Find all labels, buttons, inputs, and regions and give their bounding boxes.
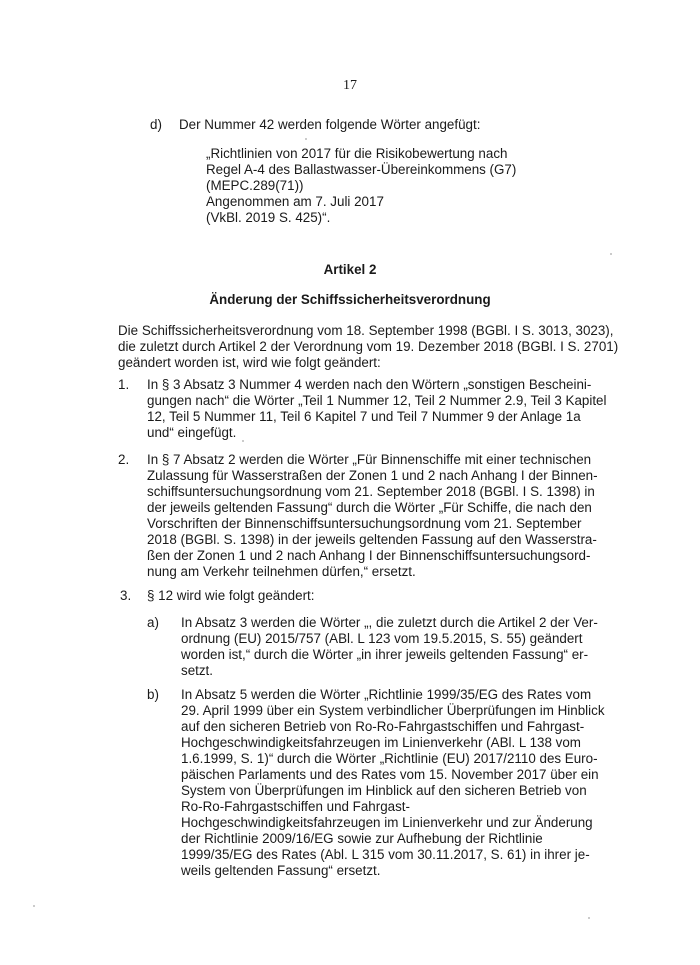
- item-line: der jeweils geltenden Fassung“ durch die Wörter „Für Schiffe, die nach den: [147, 500, 592, 515]
- scan-speck: [610, 253, 612, 255]
- subitem-line: ordnung (EU) 2015/757 (ABl. L 123 vom 19.5.2015, S. 55) geändert: [181, 631, 583, 646]
- intro-line: geändert worden ist, wird wie folgt geändert:: [118, 355, 381, 370]
- item-3-text: § 12 wird wie folgt geändert:: [147, 588, 315, 603]
- subitem-line: System von Überprüfungen im Hinblick auf den sicheren Betrieb von: [181, 783, 587, 798]
- scan-speck: [588, 917, 590, 919]
- quote-line: (MEPC.289(71)): [206, 178, 304, 193]
- subitem-line: 29. April 1999 über ein System verbindlicher Überprüfungen im Hinblick: [181, 703, 605, 718]
- item-line: 2018 (BGBl. S. 1398) in der jeweils geltenden Fassung auf den Wasserstra-: [147, 532, 597, 547]
- item-line: schiffsuntersuchungsordnung vom 21. September 2018 (BGBl. I S. 1398) in: [147, 484, 595, 499]
- subitem-line: setzt.: [181, 663, 213, 678]
- scan-speck: [33, 905, 35, 907]
- item-2-label: 2.: [118, 452, 130, 467]
- page-number: 17: [343, 78, 357, 93]
- item-line: gungen nach“ die Wörter „Teil 1 Nummer 12, Teil 2 Nummer 2.9, Teil 3 Kapitel: [147, 393, 607, 408]
- quote-line: (VkBl. 2019 S. 425)“.: [206, 210, 331, 225]
- subitem-line: worden ist,“ durch die Wörter „in ihrer jeweils geltenden Fassung“ er-: [181, 647, 589, 662]
- item-1-label: 1.: [118, 377, 130, 392]
- subitem-line: der Richtlinie 2009/16/EG sowie zur Aufhebung der Richtlinie: [181, 831, 543, 846]
- item-line: ßen der Zonen 1 und 2 nach Anhang I der Binnenschiffsuntersuchungsord-: [147, 548, 591, 563]
- scan-speck: [305, 138, 307, 140]
- item-line: In § 3 Absatz 3 Nummer 4 werden nach den Wörtern „sonstigen Bescheini-: [147, 377, 592, 392]
- quote-line: „Richtlinien von 2017 für die Risikobewertung nach: [206, 146, 508, 161]
- intro-line: die zuletzt durch Artikel 2 der Verordnung vom 19. Dezember 2018 (BGBl. I S. 2701): [118, 339, 619, 354]
- article-title: Änderung der Schiffssicherheitsverordnung: [209, 292, 491, 307]
- item-3-label: 3.: [120, 588, 132, 603]
- subitem-line: Hochgeschwindigkeitsfahrzeugen im Linienverkehr und zur Änderung: [181, 815, 593, 830]
- subitem-line: weils geltenden Fassung“ ersetzt.: [181, 863, 381, 878]
- quote-line: Angenommen am 7. Juli 2017: [206, 194, 384, 209]
- subitem-line: 1.6.1999, S. 1)“ durch die Wörter „Richtlinie (EU) 2017/2110 des Euro-: [181, 751, 598, 766]
- subitem-b-label: b): [147, 687, 159, 702]
- article-number: Artikel 2: [323, 262, 377, 277]
- item-line: 12, Teil 5 Nummer 11, Teil 6 Kapitel 7 und Teil 7 Nummer 9 der Anlage 1a: [147, 409, 581, 424]
- item-d-label: d): [150, 117, 162, 132]
- subitem-line: Ro-Ro-Fahrgastschiffen und Fahrgast-: [181, 799, 410, 814]
- item-d-intro: Der Nummer 42 werden folgende Wörter angefügt:: [179, 117, 481, 132]
- subitem-line: In Absatz 3 werden die Wörter „, die zuletzt durch die Artikel 2 der Ver-: [181, 615, 598, 630]
- subitem-line: päischen Parlaments und des Rates vom 15. November 2017 über ein: [181, 767, 599, 782]
- quote-line: Regel A-4 des Ballastwasser-Übereinkommens (G7): [206, 162, 517, 177]
- item-line: Zulassung für Wasserstraßen der Zonen 1 und 2 nach Anhang I der Binnen-: [147, 468, 598, 483]
- subitem-line: auf den sicheren Betrieb von Ro-Ro-Fahrgastschiffen und Fahrgast-: [181, 719, 585, 734]
- subitem-line: 1999/35/EG des Rates (Abl. L 315 vom 30.11.2017, S. 61) in ihrer je-: [181, 847, 590, 862]
- subitem-line: In Absatz 5 werden die Wörter „Richtlinie 1999/35/EG des Rates vom: [181, 687, 592, 702]
- item-line: Vorschriften der Binnenschiffsuntersuchungsordnung vom 21. September: [147, 516, 582, 531]
- item-line: In § 7 Absatz 2 werden die Wörter „Für Binnenschiffe mit einer technischen: [147, 452, 592, 467]
- scan-speck: [242, 440, 244, 442]
- item-line: nung am Verkehr teilnehmen dürfen,“ ersetzt.: [147, 564, 416, 579]
- subitem-line: Hochgeschwindigkeitsfahrzeugen im Linienverkehr (ABl. L 138 vom: [181, 735, 581, 750]
- subitem-a-label: a): [147, 615, 159, 630]
- intro-line: Die Schiffssicherheitsverordnung vom 18. September 1998 (BGBl. I S. 3013, 3023),: [118, 323, 614, 338]
- item-line: und“ eingefügt.: [147, 425, 237, 440]
